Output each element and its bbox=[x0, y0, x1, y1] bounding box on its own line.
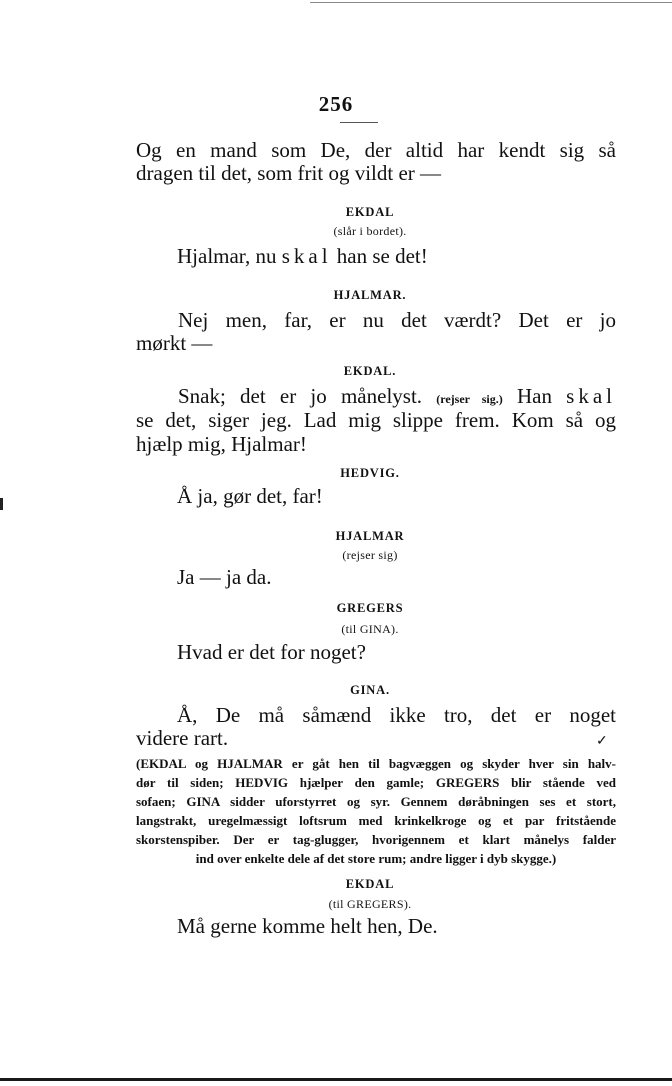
dialogue-line: Må gerne komme helt hen, De. bbox=[177, 914, 438, 938]
stage-direction-block: dør til siden; HEDVIG hjælper den gamle; GREGERS blir stående ved bbox=[136, 775, 616, 790]
stage-direction-block: langstrakt, uregelmæssigt loftsrum med krinkelkroge og et par fritstående bbox=[136, 813, 616, 828]
stage-direction: (til GINA). bbox=[341, 622, 399, 636]
dialogue-line: Å ja, gør det, far! bbox=[177, 484, 323, 508]
speaker-hedvig: HEDVIG. bbox=[340, 466, 400, 480]
bottom-edge-rule bbox=[0, 1078, 672, 1081]
text-line: mørkt — bbox=[136, 331, 213, 355]
page-number: 256 bbox=[318, 92, 354, 116]
page-number-rule bbox=[340, 122, 378, 123]
dialogue-line: Snak; det er jo månelyst. (rejser sig.) Han skal bbox=[178, 384, 616, 408]
speaker-ekdal: EKDAL. bbox=[343, 364, 397, 378]
stage-direction-block: skorstenspiber. Der er tag-glugger, hvorigennem et klart månelys falder bbox=[136, 832, 616, 847]
speaker-gina: GINA. bbox=[350, 683, 390, 697]
stage-direction-block: (EKDAL og HJALMAR er gåt hen til bagvæggen og skyder hver sin halv- bbox=[136, 756, 616, 771]
dialogue-line: Nej men, far, er nu det værdt? Det er jo bbox=[178, 308, 616, 332]
dialogue-line: Ja — ja da. bbox=[177, 565, 272, 589]
text-line: videre rart. bbox=[136, 726, 229, 750]
print-mark: ✓ bbox=[596, 734, 608, 749]
stage-direction-block: sofaen; GINA sidder uforstyrret og syr. Gennem døråbningen ses et stort, bbox=[136, 794, 616, 809]
text-line: hjælp mig, Hjalmar! bbox=[136, 432, 307, 456]
speaker-gregers: GREGERS bbox=[336, 601, 404, 615]
dialogue-line: Hvad er det for noget? bbox=[177, 640, 366, 664]
stage-direction: (til GREGERS). bbox=[328, 897, 412, 911]
dialogue-line: Hjalmar, nu skal han se det! bbox=[177, 244, 428, 268]
text-line: se det, siger jeg. Lad mig slippe frem. Kom så og bbox=[136, 408, 616, 432]
top-edge-rule bbox=[310, 2, 672, 3]
stage-direction: (slår i bordet). bbox=[333, 224, 407, 238]
stage-direction: (rejser sig) bbox=[342, 548, 398, 562]
dialogue-line: Å, De må såmænd ikke tro, det er noget bbox=[177, 703, 616, 727]
text-line: Og en mand som De, der altid har kendt sig så bbox=[136, 138, 616, 162]
speaker-ekdal: EKDAL bbox=[345, 877, 395, 891]
speaker-hjalmar: HJALMAR. bbox=[333, 288, 407, 302]
stage-direction-block: ind over enkelte dele af det store rum; andre ligger i dyb skygge.) bbox=[195, 851, 557, 866]
margin-mark bbox=[0, 498, 3, 510]
speaker-hjalmar: HJALMAR bbox=[335, 529, 405, 543]
speaker-ekdal: EKDAL bbox=[345, 205, 395, 219]
text-line: dragen til det, som frit og vildt er — bbox=[136, 161, 442, 185]
